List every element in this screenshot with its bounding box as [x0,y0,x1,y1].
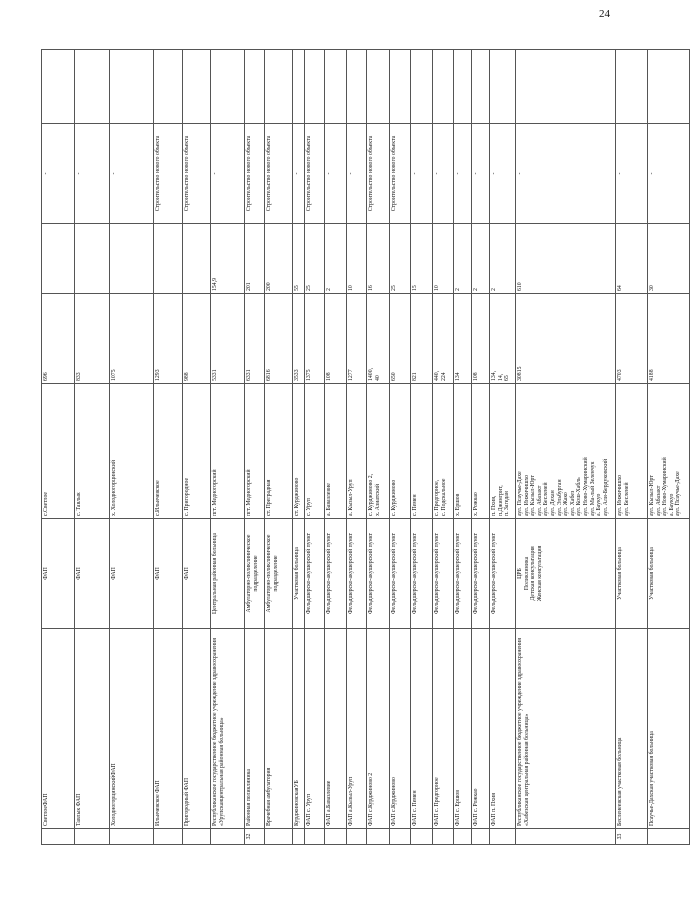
empty-cell [183,50,211,124]
empty-cell [75,50,110,124]
population: 696 [42,294,75,384]
row-number [305,829,325,845]
table-row [154,50,183,845]
facility-address: ст. Курджиново [293,384,305,519]
area-value [42,224,75,294]
facility-name: КурджиновскаяУБ [293,629,305,829]
population: 821 [411,294,433,384]
area-value: 25 [305,224,325,294]
row-number [390,829,411,845]
table-row [110,50,154,845]
empty-cell [154,50,183,124]
facility-type: ФАП [154,519,183,629]
facility-type: Амбулаторно-поликлиническое подразделение [245,519,265,629]
row-number [293,829,305,845]
empty-cell [390,50,411,124]
note: - [454,124,472,224]
table-row [245,50,265,845]
population: 1400, 40 [367,294,390,384]
population: 6331 [245,294,265,384]
empty-cell [490,50,516,124]
facility-name: Республиканское государственное бюджетное учреждение здравоохранения «Хабезская центральная районная больница» [516,629,616,829]
note: Строительство нового объекта [390,124,411,224]
note: - [490,124,516,224]
facility-address: с. Тавлык [75,384,110,519]
area-value: 25 [390,224,411,294]
population: 1075 [110,294,154,384]
table-row [390,50,411,845]
facility-address: с.Ильичевское [154,384,183,519]
facility-address: с. Предгорное, с. Подскальное [433,384,454,519]
table-row [293,50,305,845]
area-value: 200 [265,224,293,294]
area-value: 64 [616,224,648,294]
table-row [648,50,690,845]
table-row [454,50,472,845]
facility-type: Фельдшерско-акушерский пункт [390,519,411,629]
facility-name: ФАП с. Пемен [411,629,433,829]
note: - [648,124,690,224]
facility-type: ФАП [42,519,75,629]
row-number [75,829,110,845]
facility-address: с. Пемен [411,384,433,519]
note: - [42,124,75,224]
empty-cell [293,50,305,124]
area-value: 15 [411,224,433,294]
facility-name: ФАП с. Ершов [454,629,472,829]
row-number [433,829,454,845]
empty-cell [110,50,154,124]
area-value [75,224,110,294]
facility-name: ФАП с. Предгорное [433,629,454,829]
facility-name: СветлоеФАП [42,629,75,829]
facility-type: Участковая больница [293,519,305,629]
facility-name: Тавлык ФАП [75,629,110,829]
note: Строительство нового объекта [154,124,183,224]
facility-name: Врачебная амбулатория [265,629,293,829]
facility-address: с.Светлое [42,384,75,519]
empty-cell [433,50,454,124]
note: Строительство нового объекта [265,124,293,224]
note: - [110,124,154,224]
empty-cell [325,50,347,124]
row-number [472,829,490,845]
table-row [367,50,390,845]
row-number [367,829,390,845]
facility-address: пгт. Медногорский [245,384,265,519]
note: - [293,124,305,224]
facilities-table [41,49,690,845]
population: 1375 [305,294,325,384]
area-value: 2 [325,224,347,294]
empty-cell [648,50,690,124]
note: - [325,124,347,224]
row-number [516,829,616,845]
empty-cell [265,50,293,124]
row-number [211,829,245,845]
facility-type: Фельдшерско-акушерский пункт [472,519,490,629]
facility-address: аул. Кызыл-Юрт аул. Абазакт аул. Ново-Хумаринский а. Баукуо аул. Псаучье-Дахе [648,384,690,519]
row-number [490,829,516,845]
empty-cell [454,50,472,124]
facility-address: с. Курджиново [390,384,411,519]
population: 440, 224 [433,294,454,384]
facility-name: ФАП с. Уруп [305,629,325,829]
facility-address: аул. Инжичишхо аул. Бесленей [616,384,648,519]
area-value: 2 [454,224,472,294]
row-number [110,829,154,845]
facility-address: х. Холодногорцинский [110,384,154,519]
empty-cell [347,50,367,124]
empty-cell [472,50,490,124]
empty-cell [305,50,325,124]
area-value: 30 [648,224,690,294]
table-row [305,50,325,845]
population: 108 [325,294,347,384]
facility-address: х. Рожкао [472,384,490,519]
area-value: 610 [516,224,616,294]
facility-address: а. Кызыл-Уруп [347,384,367,519]
facility-type: ФАП [75,519,110,629]
row-number: 32 [245,829,265,845]
area-value [110,224,154,294]
area-value: 10 [347,224,367,294]
population: 833 [75,294,110,384]
facility-name: Пригородный ФАП [183,629,211,829]
empty-cell [245,50,265,124]
row-number [154,829,183,845]
note: - [211,124,245,224]
empty-cell [516,50,616,124]
table-row [265,50,293,845]
empty-cell [616,50,648,124]
facility-name: ФАП а.Бавазлевие [325,629,347,829]
area-value: 201 [245,224,265,294]
table-row [183,50,211,845]
facility-type: Фельдшерско-акушерский пункт [347,519,367,629]
facility-name: ФАП а.Кызыл-Уруп [347,629,367,829]
note: Строительство нового объекта [305,124,325,224]
facility-type: Фельдшерско-акушерский пункт [305,519,325,629]
note: - [411,124,433,224]
area-value: 10 [433,224,454,294]
row-number [347,829,367,845]
facility-address: с. Уруп [305,384,325,519]
row-number [454,829,472,845]
table-row [42,50,75,845]
area-value: 2 [472,224,490,294]
table-row [490,50,516,845]
facility-type: ФАП [110,519,154,629]
facility-name: Псаучье-Дахская участковая больница [648,629,690,829]
facility-name: ФАП с.Курджиново 2 [367,629,390,829]
facility-address: с. Курджиново 2, х. Азиатский [367,384,390,519]
area-value: 154,9 [211,224,245,294]
population: 1277 [347,294,367,384]
facility-name: ФАП с.Курджиново [390,629,411,829]
facility-name: Республиканское государственное бюджетное учреждение здравоохранения «Урупскаяцентральная районная больница» [211,629,245,829]
population: 30815 [516,294,616,384]
table-row [472,50,490,845]
facility-type: Амбулаторно-поликлиническое подразделение [265,519,293,629]
population: 134, 14, 65 [490,294,516,384]
table-row [325,50,347,845]
empty-cell [211,50,245,124]
row-number [42,829,75,845]
area-value [183,224,211,294]
note: - [516,124,616,224]
empty-cell [367,50,390,124]
table-row [433,50,454,845]
facility-name: Ильичевское ФАП [154,629,183,829]
facility-type: Фельдшерско-акушерский пункт [490,519,516,629]
note: Строительство нового объекта [183,124,211,224]
population: 1293 [154,294,183,384]
page-number: 24 [599,8,610,20]
facility-type: Фельдшерско-акушерский пункт [411,519,433,629]
population: 6816 [265,294,293,384]
row-number [325,829,347,845]
population: 3533 [293,294,305,384]
facility-name: ХолодногорцинскийФАП [110,629,154,829]
facility-type: ЦРБ Поликлиника Детская консультация Женская консультация [516,519,616,629]
facility-type: Участковая больница [616,519,648,629]
facility-type: Фельдшерско-акушерский пункт [433,519,454,629]
facility-name: Районная поликлиника [245,629,265,829]
facility-name: Бесленеевская участковая больница [616,629,648,829]
table-row [75,50,110,845]
area-value [154,224,183,294]
note: - [616,124,648,224]
note: - [347,124,367,224]
facility-type: Фельдшерско-акушерский пункт [325,519,347,629]
facility-name: ФАП п. Пхия [490,629,516,829]
facility-address: х. Ершов [454,384,472,519]
row-number [411,829,433,845]
table-row [616,50,648,845]
facility-address: аул. Псаучье-Дахе аул. Инжичишхо аул. Кызыл-Юрт аул. Абазакт аул. Бесленей аул. Дехан аул. Эльбурган аул. Жако аул. Хабез аул. Кош-Хабль аул. Ново-Хумаринский аул. Ма-лый Зеленчук а. Баукуо аул. Али-Бердуковский [516,384,616,519]
population: 4703 [616,294,648,384]
note: - [472,124,490,224]
facility-address: с. Пригородное [183,384,211,519]
table-row [516,50,616,845]
table-row [411,50,433,845]
facility-type: ФАП [183,519,211,629]
facility-type: Центральная районная больница [211,519,245,629]
table-row [347,50,367,845]
area-value: 55 [293,224,305,294]
facility-address: ст. Преградная [265,384,293,519]
facility-type: Участковая больница [648,519,690,629]
facility-type: Фельдшерско-акушерский пункт [367,519,390,629]
area-value: 2 [490,224,516,294]
facility-address: пгт. Медногорский [211,384,245,519]
facility-address: а. Бавазлевие [325,384,347,519]
row-number: 33 [616,829,648,845]
note: Строительство нового объекта [367,124,390,224]
empty-cell [42,50,75,124]
population: 5331 [211,294,245,384]
row-number [183,829,211,845]
facility-name: ФАП с. Рожкао [472,629,490,829]
note: - [75,124,110,224]
facility-type: Фельдшерско-акушерский пункт [454,519,472,629]
population: 134 [454,294,472,384]
row-number [648,829,690,845]
population: 650 [390,294,411,384]
facility-address: п. Пхия, п.Джингрит, п. Загедан [490,384,516,519]
note: - [433,124,454,224]
empty-cell [411,50,433,124]
note: Строительство нового объекта [245,124,265,224]
population: 108 [472,294,490,384]
population: 988 [183,294,211,384]
table-row [211,50,245,845]
row-number [265,829,293,845]
area-value: 16 [367,224,390,294]
population: 4188 [648,294,690,384]
